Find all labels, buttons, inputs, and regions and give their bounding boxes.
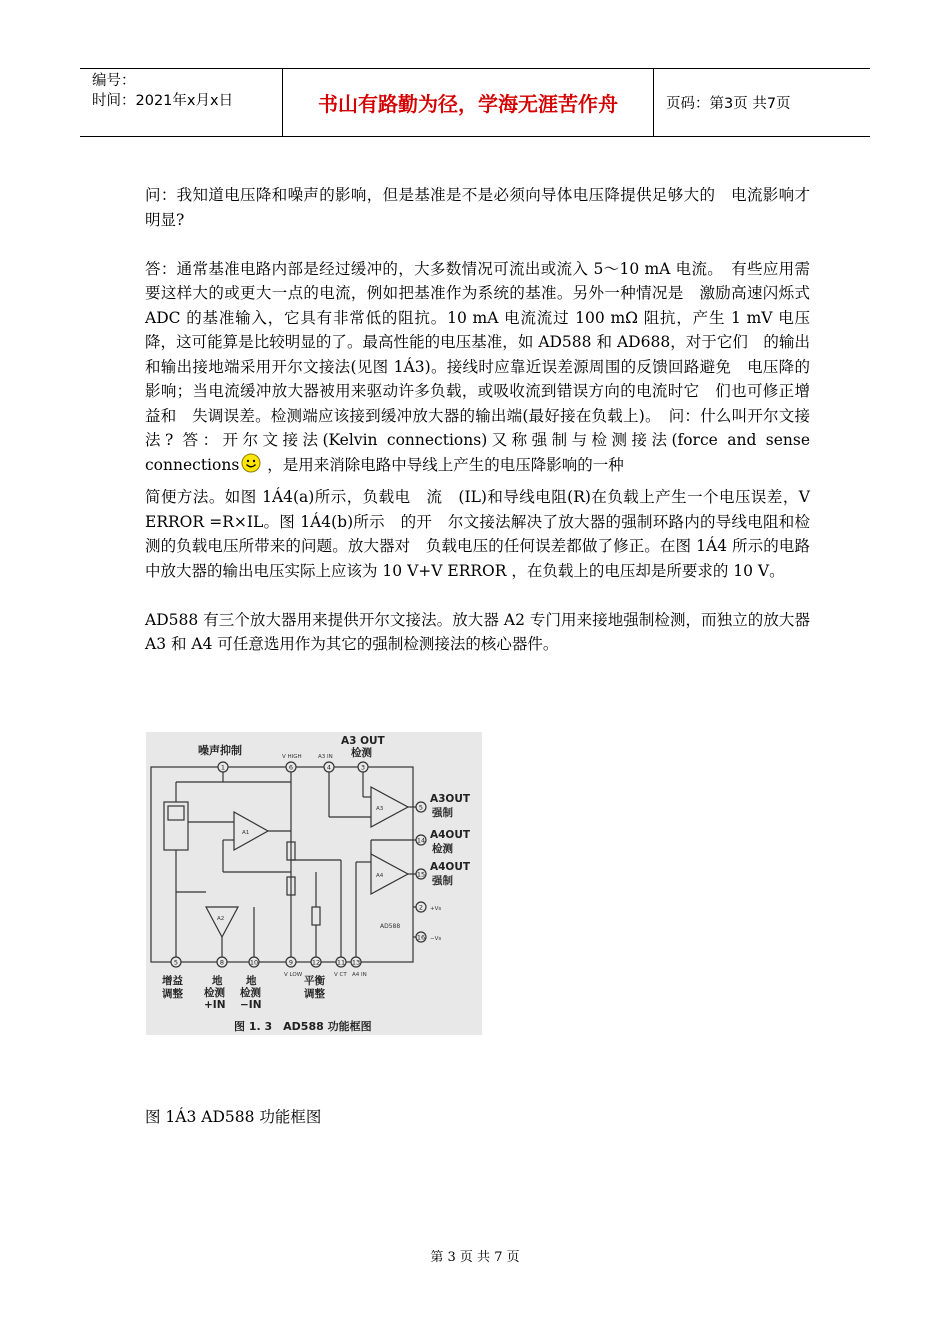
document-body bbox=[145, 183, 810, 657]
label-sense-right: 检测 bbox=[432, 843, 453, 855]
label-a4out-right-1: A4OUT bbox=[430, 829, 471, 841]
paragraph-ad588: AD588 有三个放大器用来提供开尔文接法。放大器 A2 专门用来接地强制检测，而独立的放大器 A3 和 A4 可任意选用作为其它的强制检测接法的核心器件。 bbox=[145, 610, 810, 653]
ad588-block-diagram bbox=[146, 732, 482, 1035]
label-a3in: A3 IN bbox=[318, 754, 333, 760]
label-a4out-right-2: A4OUT bbox=[430, 861, 471, 873]
label-a3out-right: A3OUT bbox=[430, 793, 471, 805]
pin-number: 6 bbox=[288, 763, 294, 772]
smiley-icon bbox=[241, 453, 261, 473]
pin-number: 16 bbox=[416, 933, 426, 942]
paragraph-answer bbox=[145, 257, 810, 478]
page-info: 页码：第3页 共7页 bbox=[666, 96, 791, 112]
label-a3: A3 bbox=[376, 806, 384, 812]
label-vs-positive: +Vs bbox=[430, 906, 442, 912]
label-vlow: V LOW bbox=[284, 972, 303, 978]
pin-number: 12 bbox=[311, 958, 321, 967]
pin-number: 14 bbox=[416, 836, 426, 845]
paragraph-question: 问：我知道电压降和噪声的影响，但是基准是不是必须向导体电压降提供足够大的 电流影响才明显? bbox=[145, 186, 810, 229]
page-footer: 第 3 页 共 7 页 bbox=[430, 1250, 520, 1265]
pin-number: 5 bbox=[173, 958, 179, 967]
pin-number: 5 bbox=[418, 803, 424, 812]
label-force-right-1: 强制 bbox=[432, 807, 453, 819]
label-a4in: A4 IN bbox=[352, 972, 367, 978]
pin-number: 9 bbox=[288, 958, 294, 967]
motto: 书山有路勤为径，学海无涯苦作舟 bbox=[282, 69, 654, 136]
label-vs-negative: −Vs bbox=[430, 936, 442, 942]
label-sense-2: 检测 bbox=[240, 987, 261, 999]
paragraph-kelvin: 简便方法。如图 1Á4(a)所示，负载电 流 (IL)和导线电阻(R)在负载上产生一个电压误差，V ERROR =R×IL。图 1Á4(b)所示 的开 尔文接法解决了放大器的强制环路内的导线电阻和检测的负载电压所带来的问题。放大器对 负载电压的任何误差都做了修正。在图 1Á4 所示的电路中放大器的输出电压实际上应该为 10 V+V ERROR ，在负载上的电压却是所要求的 10 V。 bbox=[145, 488, 810, 580]
pin-number: 4 bbox=[326, 763, 332, 772]
label-sense-1: 检测 bbox=[204, 987, 225, 999]
label-a4: A4 bbox=[376, 873, 384, 879]
paragraph-answer-text: 答：通常基准电路内部是经过缓冲的，大多数情况可流出或流入 5～10 mA 电流。 有些应用需要这样大的或更大一点的电流，例如把基准作为系统的基准。另外一种情况是 激励高速闪烁式 ADC 的基准输入，它具有非常低的阻抗。10 mA 电流流过 100 mΩ 阻抗，产生 1 mV 电压降，这可能算是比较明显的了。最高性能的电压基准，如 AD588 和 AD688，对于它们 的输出和输出接地端采用开尔文接法(见图 1Á3)。接线时应靠近误差源周围的反馈回路避免 电压降的影响；当电流缓冲放大器被用来驱动许多负载，或吸收流到错误方向的电流时它 们也可修正增益和 失调误差。检测端应该接到缓冲放大器的输出端(最好接在负载上)。 问：什么叫开尔文接法? 答：开尔文接法(Kelvin connections)又称强制与检测接法(force and sense connections bbox=[145, 259, 810, 474]
header-left-cell bbox=[80, 69, 282, 136]
figure-caption: 图 1Á3 AD588 功能框图 bbox=[145, 1108, 322, 1126]
paragraph-answer-tail: ，是用来消除电路中导线上产生的电压降影响的一种 bbox=[267, 455, 624, 474]
label-a2: A2 bbox=[217, 916, 225, 922]
label-gain: 增益 bbox=[162, 975, 183, 987]
label-ground-1: 地 bbox=[212, 975, 223, 987]
pin-number: 10 bbox=[249, 958, 259, 967]
label-ground-2: 地 bbox=[246, 975, 257, 987]
label-a1: A1 bbox=[242, 830, 250, 836]
pin-number: 1 bbox=[220, 763, 226, 772]
page-header bbox=[80, 68, 870, 137]
label-vct: V CT bbox=[334, 972, 347, 978]
pin-number: 13 bbox=[351, 958, 361, 967]
pin-number: 2 bbox=[418, 903, 424, 912]
label-balance: 平衡 bbox=[304, 975, 325, 987]
figure-title: 图 1. 3 AD588 功能框图 bbox=[234, 1020, 372, 1033]
circuit-diagram bbox=[146, 732, 482, 1035]
pin-number: 15 bbox=[416, 870, 426, 879]
number-label: 编号： bbox=[92, 73, 136, 89]
label-in-positive: +IN bbox=[204, 999, 226, 1011]
label-force-right-2: 强制 bbox=[432, 875, 453, 887]
pin-number: 3 bbox=[360, 763, 366, 772]
pin-number: 8 bbox=[219, 958, 225, 967]
pin-number: 11 bbox=[336, 958, 346, 967]
time-label: 时间：2021年x月x日 bbox=[92, 93, 234, 109]
label-in-negative: −IN bbox=[240, 999, 262, 1011]
label-adjust-1: 调整 bbox=[162, 988, 183, 1000]
label-sense-top: 检测 bbox=[351, 747, 372, 759]
label-vhigh: V HIGH bbox=[282, 754, 302, 760]
label-ad588: AD588 bbox=[380, 923, 401, 930]
label-adjust-2: 调整 bbox=[304, 988, 325, 1000]
label-a3out-top: A3 OUT bbox=[341, 735, 385, 747]
label-noise: 噪声抑制 bbox=[198, 744, 242, 757]
